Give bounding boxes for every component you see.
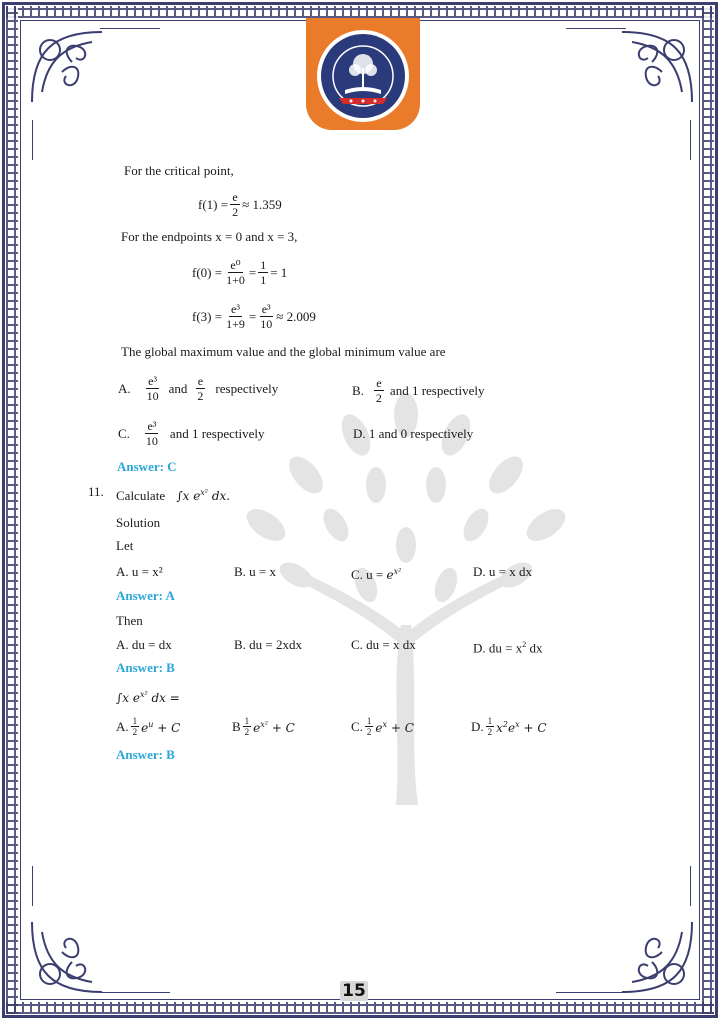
q10-a-den: 10 <box>146 389 159 403</box>
frame-line <box>690 866 691 906</box>
endpoints-text: For the endpoints x = 0 and x = 3, <box>121 229 298 244</box>
q11-then-b: B. du = 2xdx <box>234 637 303 652</box>
school-logo <box>306 18 420 130</box>
corner-ornament-bottom-right <box>612 912 702 1002</box>
page-number <box>336 980 372 1002</box>
f0-num2: 1 <box>260 258 267 272</box>
q11-let-d: D. u = x dx <box>473 564 532 579</box>
f0-den: 1+0 <box>226 273 245 287</box>
f1-den: 2 <box>232 205 239 219</box>
q10-a-and: and <box>168 380 188 396</box>
q11-then: Then <box>116 613 143 628</box>
q10-a-num2: e <box>197 374 204 388</box>
q10-c-den: 10 <box>145 434 158 448</box>
page-number-text: 15 <box>342 981 366 1001</box>
f0-left: f(0) = <box>192 264 223 280</box>
q10-b-num: e <box>376 376 382 390</box>
q10-a-label: A. <box>118 380 131 396</box>
q10-c-frac <box>144 419 160 448</box>
f0-mid: = <box>248 264 257 280</box>
critical-point-text: For the critical point, <box>124 163 234 178</box>
q11-prompt <box>116 485 230 504</box>
f1-num: e <box>232 190 238 204</box>
q10-a-frac2 <box>195 374 205 403</box>
q11-integral-2: ∫x $e^{x^2}$ dx = <box>116 690 180 705</box>
f0-equation <box>192 258 287 287</box>
q11-answer-2: Answer: B <box>116 660 175 675</box>
frame-line <box>32 120 33 160</box>
f3-num: e³ <box>231 302 240 316</box>
q11-answer-1: Answer: A <box>116 588 175 603</box>
frame-line <box>32 866 33 906</box>
logo-emblem-icon <box>315 28 411 124</box>
tree-watermark-icon <box>196 382 616 805</box>
q10-a-den2: 2 <box>197 389 204 403</box>
q10-option-a <box>118 374 278 403</box>
q10-answer: Answer: C <box>117 459 177 474</box>
f3-den: 1+9 <box>226 317 245 331</box>
f0-num: e⁰ <box>230 258 241 272</box>
q11-option-a: A. $\frac{1}{2}$ $e^u + C$ <box>116 716 181 737</box>
f3-mid: = <box>248 308 257 324</box>
q10-c-label: C. <box>118 425 130 441</box>
q11-option-b: B $\frac{1}{2}$ $e^{x^2} + C$ <box>232 716 295 737</box>
f0-right: = 1 <box>270 264 288 280</box>
f3-fraction-2 <box>258 302 274 331</box>
q10-b-label: B. <box>352 382 364 398</box>
q11-answer-3: Answer: B <box>116 747 175 762</box>
f3-right: ≈ 2.009 <box>276 308 316 324</box>
q10-b-frac <box>374 376 384 405</box>
f3-equation <box>192 302 316 331</box>
corner-ornament-top-left <box>22 22 112 112</box>
f3-fraction-1 <box>224 302 247 331</box>
q10-a-frac <box>145 374 161 403</box>
q11-then-d: D. du = $x^2$ dx <box>473 640 543 656</box>
q11-option-d: D. $\frac{1}{2}$ $x^2e^x + C$ <box>471 716 547 737</box>
f0-fraction-2 <box>258 258 268 287</box>
f3-num2: e³ <box>261 302 271 316</box>
q11-let-a: A. u = x² <box>116 564 163 579</box>
q11-integral: ∫x $e^{x^2}$ dx. <box>176 488 231 503</box>
f1-equation <box>198 190 282 219</box>
q10-c-tail: and 1 respectively <box>169 425 265 441</box>
q11-prompt-text: Calculate <box>116 488 166 503</box>
q10-a-tail: respectively <box>215 380 279 396</box>
global-text: The global maximum value and the global minimum value are <box>121 344 446 359</box>
f1-left: f(1) = <box>198 196 229 212</box>
f0-fraction-1 <box>224 258 247 287</box>
q11-option-c: C. $\frac{1}{2}$ $e^x + C$ <box>351 716 414 737</box>
corner-ornament-bottom-left <box>22 912 112 1002</box>
q11-then-c: C. du = x dx <box>351 637 416 652</box>
q10-option-c <box>118 419 265 448</box>
q11-let-c: C. $u = e^{x^2}$ <box>351 567 402 582</box>
q10-a-num: e³ <box>148 374 158 388</box>
f0-den2: 1 <box>260 273 267 287</box>
q10-b-tail: and 1 respectively <box>389 382 485 398</box>
q11-then-a: A. du = dx <box>116 637 172 652</box>
q11-let: Let <box>116 538 134 553</box>
q11-number: 11. <box>88 484 104 499</box>
q11-let-b: B. u = x <box>234 564 277 579</box>
q10-option-b <box>352 376 485 405</box>
f3-left: f(3) = <box>192 308 223 324</box>
q10-b-den: 2 <box>375 391 382 405</box>
f1-fraction <box>230 190 240 219</box>
q11-solution: Solution <box>116 515 161 530</box>
q10-option-d: D. 1 and 0 respectively <box>353 426 474 441</box>
q10-c-num: e³ <box>147 419 157 433</box>
corner-ornament-top-right <box>612 22 702 112</box>
frame-line <box>690 120 691 160</box>
f3-den2: 10 <box>260 317 273 331</box>
f1-right: ≈ 1.359 <box>242 196 282 212</box>
